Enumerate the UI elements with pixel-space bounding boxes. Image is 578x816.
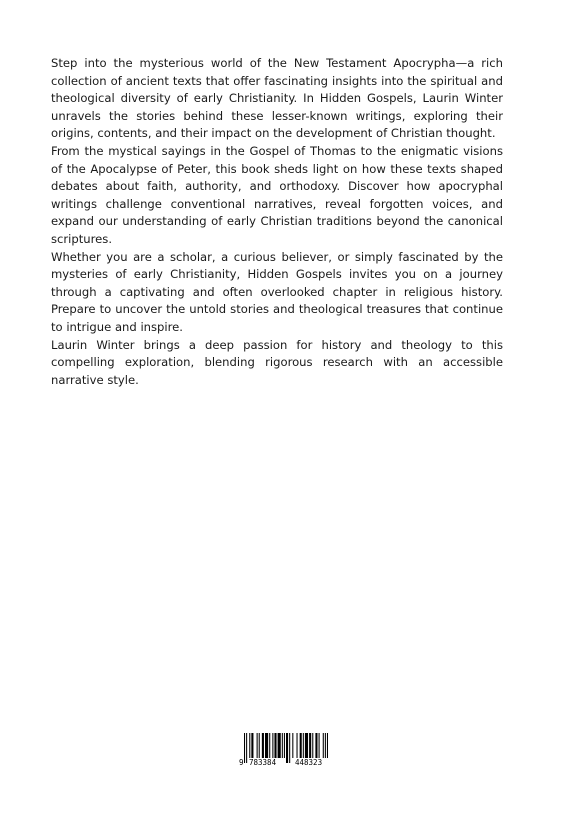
- barcode-bar: [246, 733, 247, 763]
- barcode-bar: [282, 733, 283, 758]
- barcode-bar: [272, 733, 273, 758]
- barcode-bar: [297, 733, 298, 758]
- barcode-bar: [262, 733, 264, 758]
- blurb-paragraph-1: Step into the mysterious world of the New Testament Apocrypha—a rich collection of ancient texts that offer fascinating insights into the spiritual and theological diversity of early Christianity. In Hidden Gospels, Laurin Winter unravels the stories behind these lesser-known writings, exploring their origins, contents, and their impact on the development of Christian thought.: [51, 56, 503, 141]
- barcode-bar: [303, 733, 304, 758]
- blurb-paragraph-2: From the mystical sayings in the Gospel of Thomas to the enigmatic visions of the Apocalypse of Peter, this book sheds light on how these texts shaped debates about faith, authority, and orthodoxy. Discover how apocryphal writings challenge conventional narratives, reveal forgotten voices, and expand our understanding of early Christian traditions beyond the canonical scriptures.: [51, 143, 503, 246]
- barcode-bar: [312, 733, 313, 758]
- barcode-bar: [244, 733, 245, 763]
- barcode-bar: [319, 733, 320, 758]
- barcode-bar: [300, 733, 302, 758]
- barcode-group-right: 448323: [295, 758, 323, 767]
- isbn-barcode: [236, 733, 340, 767]
- blurb-paragraph-3: Whether you are a scholar, a curious believer, or simply fascinated by the mysteries of early Christianity, Hidden Gospels invites you on a journey through a captivating and often overlooked chapter in religious history. Prepare to uncover the untold stories and theological treasures that continue to intrigue and inspire.: [51, 249, 503, 334]
- barcode-bar: [274, 733, 276, 758]
- barcode-bar: [269, 733, 270, 758]
- barcode-bar: [327, 733, 328, 758]
- barcode-bar: [315, 733, 317, 758]
- barcode-bar: [305, 733, 308, 758]
- barcode-bar: [289, 733, 290, 763]
- blurb-text: [51, 55, 503, 389]
- barcode-bar: [278, 733, 281, 758]
- blurb-paragraph-4: Laurin Winter brings a deep passion for history and theology to this compelling exploration, blending rigorous research with an accessible narrative style.: [51, 337, 503, 387]
- barcode-bar: [251, 733, 253, 758]
- barcode-bar: [249, 733, 250, 758]
- barcode-bar: [259, 733, 260, 758]
- barcode-bar: [323, 733, 324, 758]
- barcode-bar: [257, 733, 258, 758]
- barcode-group-left: 783384: [249, 758, 277, 767]
- barcode-bar: [292, 733, 293, 758]
- barcode-digit-lead: 9: [239, 758, 244, 767]
- barcode-bar: [325, 733, 326, 758]
- barcode-bar: [286, 733, 288, 763]
- barcode-bar: [309, 733, 311, 758]
- barcode-bar: [265, 733, 268, 758]
- barcode-bar: [284, 733, 285, 758]
